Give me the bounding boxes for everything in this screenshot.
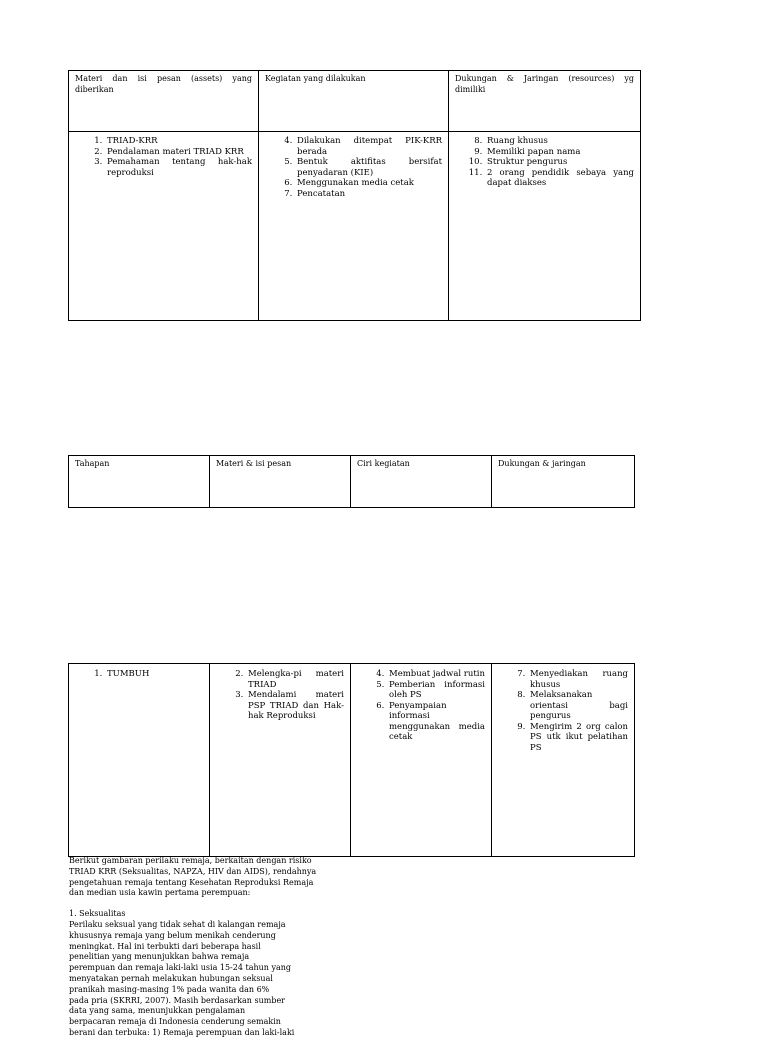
list-item: 1. TRIAD-KRR	[105, 136, 252, 147]
header-kegiatan: Kegiatan yang dilakukan	[259, 71, 449, 132]
list-item: 10. Struktur pengurus	[485, 157, 634, 168]
list-item: 7. Pencatatan	[295, 189, 442, 200]
dukungan-cell	[492, 664, 635, 857]
stages-header-table	[68, 455, 635, 508]
materi-cell	[210, 664, 351, 857]
stages-table	[68, 663, 635, 857]
text-line: pranikah masing-masing 1% pada wanita dan 6%	[69, 984, 270, 994]
text-line: khususnya remaja yang belum menikah cenderung	[69, 930, 276, 940]
header-dukungan: Dukungan & Jaringan (resources) yg dimiliki	[449, 71, 641, 132]
dukungan-list	[455, 136, 634, 189]
header-dukungan: Dukungan & jaringan	[492, 456, 635, 508]
content-row	[69, 664, 635, 857]
list-item: 4. Membuat jadwal rutin	[387, 669, 485, 680]
list-item: 2. Melengka-pi materi TRIAD	[246, 669, 344, 690]
header-row	[69, 456, 635, 508]
text-line: Perilaku seksual yang tidak sehat di kalangan remaja	[69, 919, 286, 929]
resources-table	[68, 70, 641, 321]
text-line: pada pria (SKRRI, 2007). Masih berdasarkan sumber	[69, 995, 286, 1005]
list-item: 5. Bentuk aktifitas bersifat penyadaran (KIE)	[295, 157, 442, 178]
list-item: 4. Dilakukan ditempat PIK-KRR berada	[295, 136, 442, 157]
list-item: 5. Pemberian informasi oleh PS	[387, 680, 485, 701]
ciri-list	[357, 669, 485, 743]
materi-list	[75, 136, 252, 178]
list-item: 3. Mendalami materi PSP TRIAD dan Hak-hak Reproduksi	[246, 690, 344, 722]
kegiatan-list	[265, 136, 442, 199]
kegiatan-cell	[259, 132, 449, 321]
tahapan-list	[75, 669, 203, 680]
spacer	[69, 899, 331, 909]
materi-cell	[69, 132, 259, 321]
header-row	[69, 71, 641, 132]
dukungan-list	[498, 669, 628, 753]
header-materi: Materi dan isi pesan (assets) yang diberikan	[69, 71, 259, 132]
text-line: penelitian yang menunjukkan bahwa remaja	[69, 952, 250, 962]
text-line: perempuan dan remaja laki-laki usia 15-24 tahun yang	[69, 963, 292, 973]
tahapan-cell	[69, 664, 210, 857]
list-item: 8. Ruang khusus	[485, 136, 634, 147]
list-item: 7. Menyediakan ruang khusus	[528, 669, 628, 690]
list-item: 6. Penyampaian informasi menggunakan media cetak	[387, 701, 485, 743]
header-tahapan: Tahapan	[69, 456, 210, 508]
text-line: Berikut gambaran perilaku remaja, berkaitan dengan risiko	[69, 856, 312, 865]
text-line: berani dan terbuka: 1) Remaja perempuan dan laki-laki	[69, 1027, 295, 1037]
header-ciri: Ciri kegiatan	[351, 456, 492, 508]
text-line: TRIAD KRR (Seksualitas, NAPZA, HIV dan AIDS), rendahnya	[69, 866, 317, 876]
text-line: pengetahuan remaja tentang Kesehatan Reproduksi Remaja	[69, 877, 314, 887]
dukungan-cell	[449, 132, 641, 321]
body-paragraph	[69, 856, 331, 1039]
list-item: 3. Pemahaman tentang hak-hak reproduksi	[105, 157, 252, 178]
list-item: 9. Mengirim 2 org calon PS utk ikut pelatihan PS	[528, 722, 628, 754]
materi-list	[216, 669, 344, 722]
text-line: data yang sama, menunjukkan pengalaman	[69, 1006, 246, 1016]
text-line: berpacaran remaja di Indonesia cenderung semakin	[69, 1017, 281, 1027]
list-item: 2. Pendalaman materi TRIAD KRR	[105, 147, 252, 158]
text-line: meningkat. Hal ini terbukti dari beberapa hasil	[69, 941, 261, 951]
list-item: 1. TUMBUH	[105, 669, 203, 680]
text-line: dan median usia kawin pertama perempuan:	[69, 888, 251, 898]
ciri-cell	[351, 664, 492, 857]
list-item: 11. 2 orang pendidik sebaya yang dapat diakses	[485, 168, 634, 189]
list-item: 6. Menggunakan media cetak	[295, 178, 442, 189]
section-heading: 1. Seksualitas	[69, 909, 126, 919]
list-item: 9. Memiliki papan nama	[485, 147, 634, 158]
content-row	[69, 132, 641, 321]
text-line: menyatakan pernah melakukan hubungan seksual	[69, 973, 273, 983]
header-materi: Materi & isi pesan	[210, 456, 351, 508]
list-item: 8. Melaksanakan orientasi bagi pengurus	[528, 690, 628, 722]
